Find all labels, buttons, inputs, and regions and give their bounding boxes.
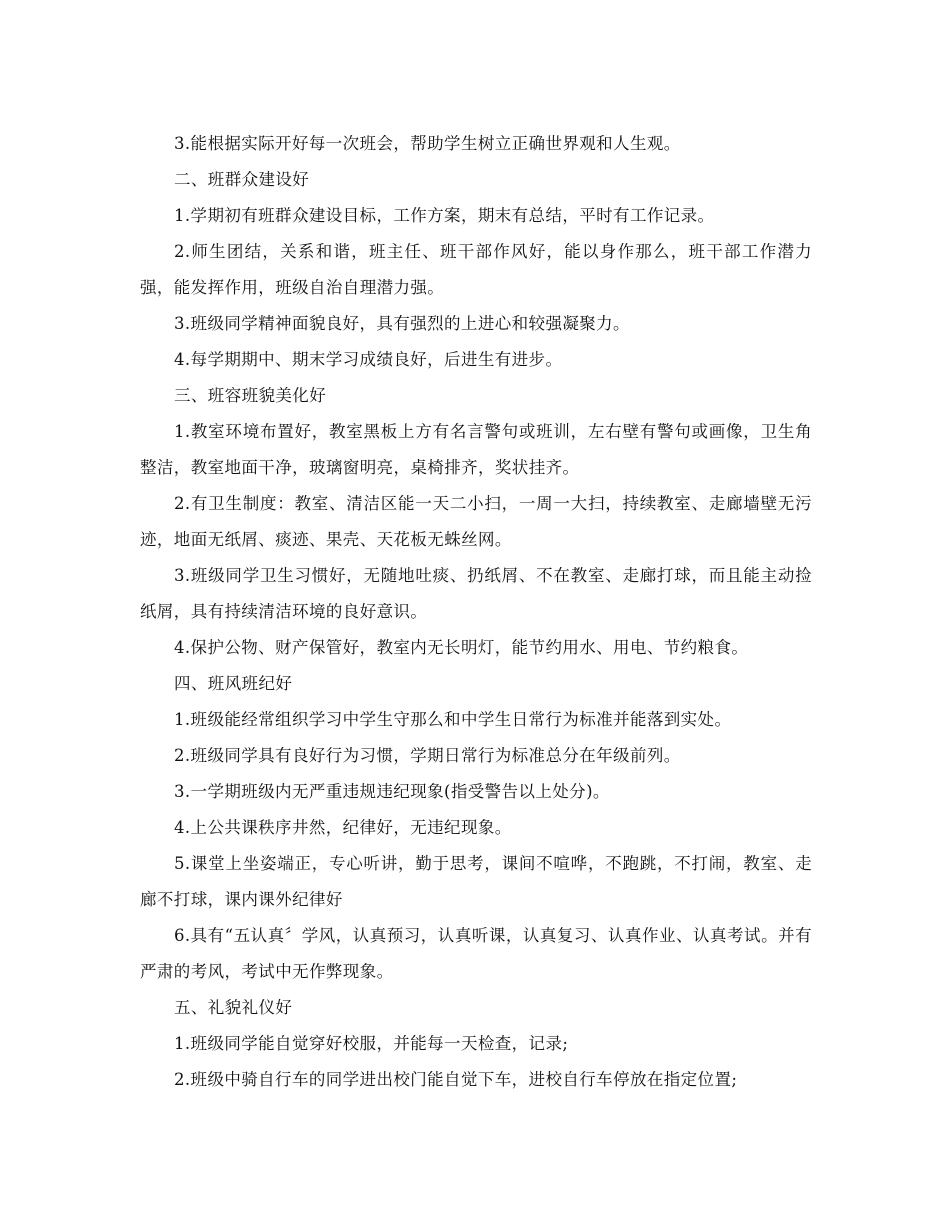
section-heading-5: 五、礼貌礼仪好 — [174, 998, 293, 1017]
paragraph-1: 3.能根据实际开好每一次班会，帮助学生树立正确世界观和人生观。 — [174, 134, 681, 153]
paragraph-20: 1.班级同学能自觉穿好校服，并能每一天检查，记录; — [174, 1034, 569, 1053]
paragraph-6: 4.每学期期中、期末学习成绩良好，后进生有进步。 — [174, 350, 563, 369]
paragraph-3: 1.学期初有班群众建设目标，工作方案，期末有总结，平时有工作记录。 — [174, 206, 715, 225]
paragraph-8: 1.教室环境布置好，教室黑板上方有名言警句或班训，左右壁有警句或画像，卫生角整洁，教室地面干净，玻璃窗明亮，桌椅排齐，奖状挂齐。 — [140, 422, 812, 477]
section-heading-2: 二、班群众建设好 — [174, 170, 310, 189]
section-heading-4: 四、班风班纪好 — [174, 674, 293, 693]
paragraph-11: 4.保护公物、财产保管好，教室内无长明灯，能节约用水、用电、节约粮食。 — [174, 638, 749, 657]
paragraph-9: 2.有卫生制度：教室、清洁区能一天二小扫，一周一大扫，持续教室、走廊墙壁无污迹，地面无纸屑、痰迹、果壳、天花板无蛛丝网。 — [140, 494, 812, 549]
paragraph-18: 6.具有“五认真〞学风，认真预习，认真听课，认真复习、认真作业、认真考试。并有严肃的考风，考试中无作弊现象。 — [140, 926, 812, 981]
paragraph-16: 4.上公共课秩序井然，纪律好，无违纪现象。 — [174, 818, 512, 837]
paragraph-17: 5.课堂上坐姿端正，专心听讲，勤于思考，课间不喧哗，不跑跳，不打闹，教室、走廊不打球，课内课外纪律好 — [140, 854, 812, 909]
paragraph-14: 2.班级同学具有良好行为习惯，学期日常行为标准总分在年级前列。 — [174, 746, 681, 765]
paragraph-10: 3.班级同学卫生习惯好，无随地吐痰、扔纸屑、不在教室、走廊打球，而且能主动捡纸屑，具有持续清洁环境的良好意识。 — [140, 566, 812, 621]
paragraph-5: 3.班级同学精神面貌良好，具有强烈的上进心和较强凝聚力。 — [174, 314, 630, 333]
paragraph-13: 1.班级能经常组织学习中学生守那么和中学生日常行为标准并能落到实处。 — [174, 710, 732, 729]
paragraph-15: 3.一学期班级内无严重违规违纪现象(指受警告以上处分)。 — [174, 782, 610, 801]
paragraph-21: 2.班级中骑自行车的同学进出校门能自觉下车，进校自行车停放在指定位置; — [174, 1070, 738, 1089]
document-body — [140, 126, 812, 1098]
section-heading-3: 三、班容班貌美化好 — [174, 386, 327, 405]
paragraph-4: 2.师生团结，关系和谐，班主任、班干部作风好，能以身作那么，班干部工作潜力强，能发挥作用，班级自治自理潜力强。 — [140, 242, 812, 297]
